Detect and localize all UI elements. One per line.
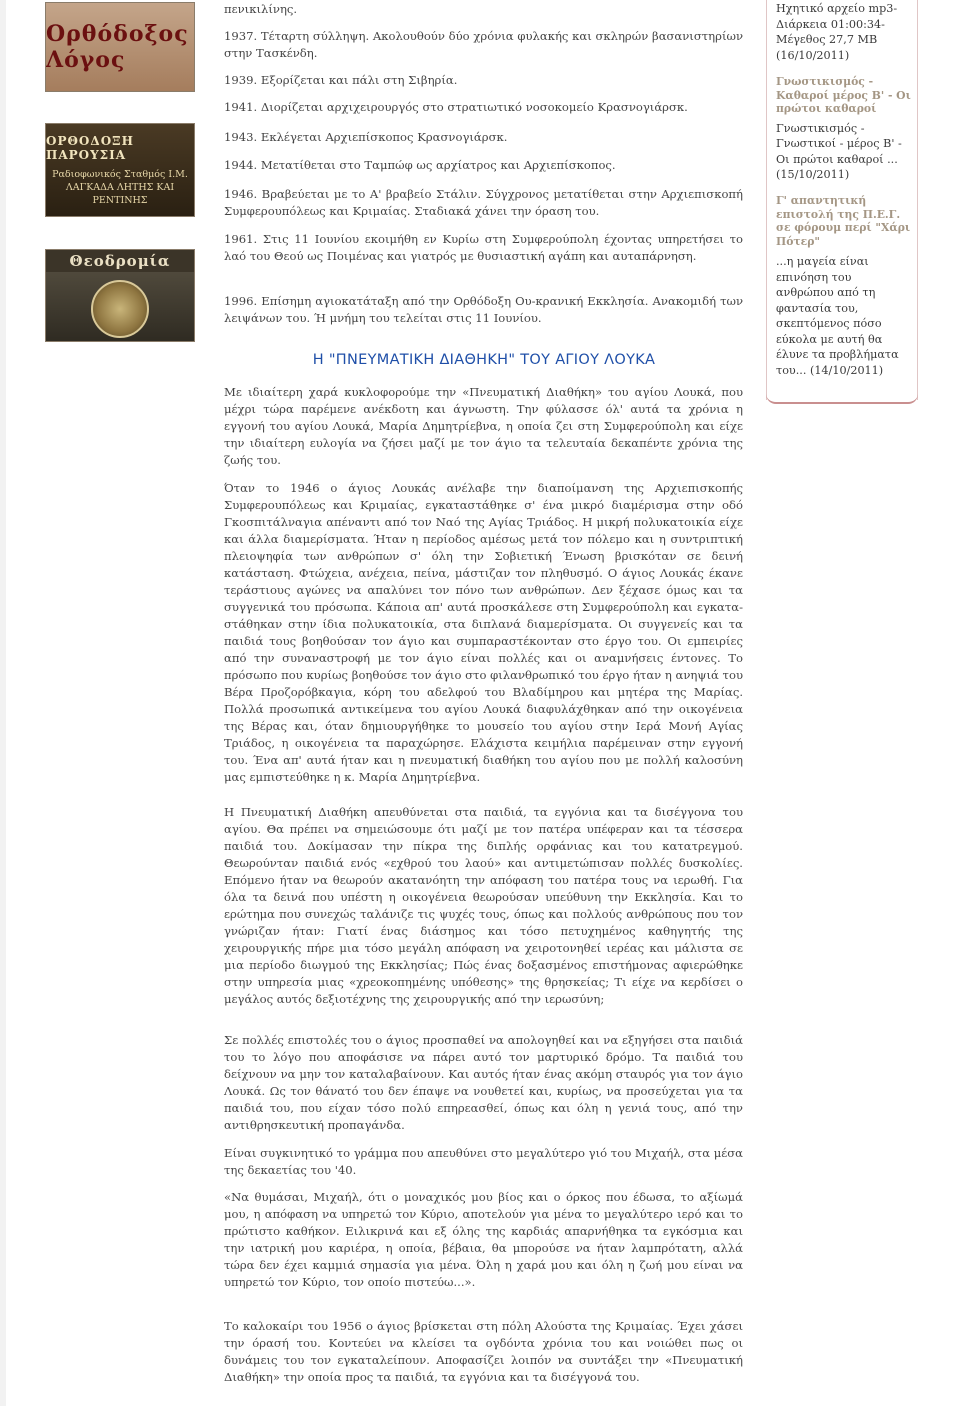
sidebar-item-harry-potter-text: ...η μαγεία είναι επινόηση του ανθρώπου από τη φαντασία του, σκεπτόμενος πόσο εύκολα με αυτή θα έλυνε τα προβλήματα του... (14/10/2011) <box>776 255 899 377</box>
sidebar-link-harry-potter[interactable]: Γ' απαντητική επιστολή της Π.Ε.Γ. σε φόρουμ περί "Χάρι Πότερ" <box>776 194 911 248</box>
paragraph-1946: 1946. Βραβεύεται με το Α' βραβείο Στάλιν. Σύγχρονος μετατίθεται στην Αρχιεπισκοπή Συμφερουπόλεως και Κριμαίας. Σταδιακά χάνει την όραση του. <box>224 187 743 218</box>
paragraph-children: Η Πνευματική Διαθήκη απευθύνεται στα παιδιά, τα εγγόνια και τα δισέγγονα του αγίου. Θα πρέπει να σημειώσουμε ότι μαζί με τον πατέρα υπέφεραν και τα τέσσερα παιδιά του. Δοκίμασαν την πίκρα της διπλής ορφάνιας και του κατατρεγμού. Θεωρούνταν παιδιά ενός «εχθρού του λαού» και αντιμετώπισαν πολλές δυσκολίες. Επόμενο ήταν να θεωρούν ακατανόητη την απόφαση του πατέρα τους να ιερωθή. Για όλα τα δεινά που υπέστη η οικογένεια θεωρούσαν υπεύθυνη την Εκκλησία. Και το ερώτημα που συνεχώς ταλάνιζε τις ψυχές τους, όπως και πολλούς ανθρώπους που τον γνώριζαν ήταν: Γιατί ένας διάσημος και τόσο πετυχημένος καθηγητής της χειρουργικής πήρε μια τόσο μεγάλη απόφαση να χειροτονηθεί ιερέας και μάλιστα σε μια περίοδο διωγμού της Εκκλησίας; Πώς ένας δοξασμένος επιστήμονας αφιερώθηκε στην υπηρεσία μιας «χρεοκοπημένης υπόθεσης» της θρησκείας; Τι είχε να κερδίσει ο μεγάλος αυτός δεξιοτέχνης της χειρουργικής από την ιερωσύνη; <box>224 805 743 1006</box>
saint-medallion-icon <box>91 280 149 338</box>
left-banner-column <box>0 0 222 1406</box>
paragraph-summer-1956: Το καλοκαίρι του 1956 ο άγιος βρίσκεται στη πόλη Αλούστα της Κριμαίας. Έχει χάσει την όρασή του. Κοντεύει να κλείσει τα ογδόντα χρόνια του και νοιώθει πως οι δυνάμεις του τον εγκαταλείπουν. Αποφασίζει λοιπόν να συντάξει την «Πνευματική Διαθήκη» την οποία προς τα παιδιά, τα εγγόνια και τα δισέγγονά του. <box>224 1319 743 1384</box>
sidebar-item-harry-potter <box>776 194 912 378</box>
left-edge-rule <box>0 0 6 1406</box>
sidebar-item-gnosticism-text: Γνωστικισμός - Γνωστικοί - μέρος Β' - Οι πρώτοι καθαροί ... (15/10/2011) <box>776 121 902 181</box>
section-heading: Η "ΠΝΕΥΜΑΤΙΚΗ ΔΙΑΘΗΚΗ" ΤΟΥ ΑΓΙΟΥ ΛΟΥΚΑ <box>312 352 656 368</box>
article-content <box>224 0 744 1406</box>
paragraph-history: Όταν το 1946 ο άγιος Λουκάς ανέλαβε την διαποίμανση της Αρχιεπισκοπής Συμφερουπόλεως και Κριμαίας, εγκαταστάθηκε σ' ένα μικρό διαμέρισμα στην οδό Γκοσπιτάλναγια απέναντι από τον Ναό της Αγίας Τριάδος. Η μικρή πολυκατοικία είχε και άλλα διαμερίσματα. Ήταν η περίοδος αμέσως μετά τον πόλεμο και η συντριπτική πλειοψηφία των ανθρώπων σ' όλη την Σοβιετική Ένωση βρισκόταν σε δεινή κατάσταση. Φτώχεια, ανέχεια, πείνα, μάστιζαν τον πληθυσμό. Ο άγιος Λουκάς έκανε τεράστιους αγώνες να απαλύνει τον πόνο των ανθρώπων. Δεν ξέχασε όμως και τα συγγενικά του πρόσωπα. Κάποια απ' αυτά προσκάλεσε στη Συμφερούπολη και εγκατα-στάθηκαν στην ίδια πολυκατοικία, στα διπλανά διαμερίσματα. Οι συγγενείς και τα παιδιά τους βοηθούσαν τον άγιο και συμπαραστέκονταν στο έργο του. Οι εμπειρίες από την συναναστροφή με τον άγιο είναι πολλές και οι αναμνήσεις έντονες. Το πρόσωπο που κυρίως βοηθούσε τον άγιο στο φιλανθρωπικό του έργο ήταν η ανηψιά του Βέρα Προζορόβκαγια, κόρη του αδελφού του Βλαδίμηρου και μητέρα της Μαρίας. Πολλά προσωπικά αντικείμενα του αγίου Λουκά διαφυλάχθηκαν από την οικογένεια της Βέρας και, όταν δημιουργήθηκε το μουσείο του αγίου στην Ιερά Μονή Αγίας Τριάδος, η οικογένεια τα παραχώρησε. Ελάχιστα κειμήλια παρέμειναν στην εγγονή του. Ένα απ' αυτά ήταν και η πνευματική διαθήκη του αγίου που με πολλή καλοσύνη μας εμπιστεύθηκε η κ. Μαρία Δημητρίεβνα. <box>224 481 743 784</box>
paragraph-1944: 1944. Μετατίθεται στο Ταμπώφ ως αρχίατρος και Αρχιεπίσκοπος. <box>224 158 616 172</box>
recent-posts-sidebar <box>766 0 918 400</box>
radio-banner-title: ΟΡΘΟΔΟΞΗ ΠΑΡΟΥΣΙΑ <box>46 133 134 162</box>
paragraph-1996: 1996. Επίσημη αγιοκατάταξη από την Ορθόδοξη Ου-κρανική Εκκλησία. Ανακομιδή των λειψάνων του. Ή μνήμη του τελείται στις 11 Ιουνίου. <box>224 294 743 325</box>
theodromia-banner[interactable] <box>45 249 195 342</box>
paragraph-1961: 1961. Στις 11 Ιουνίου εκοιμήθη εν Κυρίω στη Συμφερούπολη έχοντας υπηρετήσει το λαό του Θεού ως Ποιμένας και γιατρός με θυσιαστική αγάπη και αυταπάρνηση. <box>224 232 743 263</box>
theodromia-title: Θεοδρομία <box>46 250 194 272</box>
sidebar-item-audio-text: Ηχητικό αρχείο mp3- Διάρκεια 01:00:34- Μέγεθος 27,7 MB (16/10/2011) <box>776 2 898 62</box>
orthodoxos-logos-banner[interactable] <box>45 2 195 92</box>
paragraph-letters: Σε πολλές επιστολές του ο άγιος προσπαθεί να απολογηθεί και να εξηγήσει στα παιδιά του το λόγο που αποφάσισε να πάρει αυτό τον μαρτυρικό δρόμο. Τα παιδιά του δείχνουν να μην τον καταλαβαίνουν. Και αυτός ήταν ένας ακόμη σταυρός για τον άγιο Λουκά. Ως τον θάνατό του δεν έπαψε να νουθετεί και, κυρίως, να προσεύχεται για τα παιδιά του, που είχαν τόσο πολύ επηρεασθεί, όπως και όλη η γενιά τους, από την αντιθρησκευτική προπαγάνδα. <box>224 1033 743 1132</box>
orthodoxos-logos-title: Ορθόδοξος Λόγος <box>46 21 189 73</box>
paragraph-quote: «Να θυμάσαι, Μιχαήλ, ότι ο μοναχικός μου βίος και ο όρκος που έδωσα, το αξίωμά μου, η απόφαση να υπηρετώ τον Κύριο, αποτελούν για μένα το μεγαλύτερο ιερό και το πρώτιστο καθήκον. Ειλικρινά και εξ όλης της καρδιάς απαρνήθηκα τα εγκόσμια και την ιατρική μου καριέρα, η οποία, βέβαια, θα μπορούσε να ήταν λαμπρότατη, αλλά τώρα δεν έχει καμμιά σημασία για μένα. Όλη η χαρά μου και όλη η ζωή μου είναι να υπηρετώ τον Κύριο, τον οποίο πιστεύω...». <box>224 1190 743 1289</box>
paragraph-1941: 1941. Διορίζεται αρχιχειρουργός στο στρατιωτικό νοσοκομείο Κρασνογιάρσκ. <box>224 100 688 114</box>
radio-banner-subtitle: Ραδιοφωνικός Σταθμός Ι.Μ. ΛΑΓΚΑΔΑ ΛΗΤΗΣ ΚΑΙ ΡΕΝΤΙΝΗΣ <box>52 168 188 206</box>
paragraph-1939: 1939. Εξορίζεται και πάλι στη Σιβηρία. <box>224 73 458 87</box>
paragraph-1937: 1937. Τέταρτη σύλληψη. Ακολουθούν δύο χρόνια φυλακής και σκληρών βασανιστηρίων στην Τασκένδη. <box>224 29 743 60</box>
paragraph-intro: Με ιδιαίτερη χαρά κυκλοφορούμε την «Πνευματική Διαθήκη» του αγίου Λουκά, που μέχρι τώρα παρέμενε ανέκδοτη και άγνωστη. Την φύλασσε όλ' αυτά τα χρόνια η εγγονή του αγίου Λουκά, Μαρία Δημητρίεβνα, η οποία ζει στη Συμφερούπολη και είχε την ιδιαίτερη ευλογία να ζήσει μαζί με τον άγιο τα τελευταία δεκαπέντε χρόνια της ζωής του. <box>224 385 743 467</box>
paragraph-p0: πενικιλίνης. <box>224 2 298 16</box>
sidebar-link-gnosticism[interactable]: Γνωστικισμός - Καθαροί μέρος Β' - Οι πρώτοι καθαροί <box>776 75 911 115</box>
orthodoxi-parousia-banner[interactable] <box>45 123 195 217</box>
paragraph-1943: 1943. Εκλέγεται Αρχιεπίσκοπος Κρασνογιάρσκ. <box>224 130 508 144</box>
sidebar-item-audio <box>776 1 912 63</box>
sidebar-item-gnosticism <box>776 75 912 183</box>
sidebar-bottom-border <box>766 392 918 404</box>
paragraph-michael-letter: Είναι συγκινητικό το γράμμα που απευθύνει στο μεγαλύτερο γιό του Μιχαήλ, στα μέσα της δεκαετίας του '40. <box>224 1146 743 1177</box>
